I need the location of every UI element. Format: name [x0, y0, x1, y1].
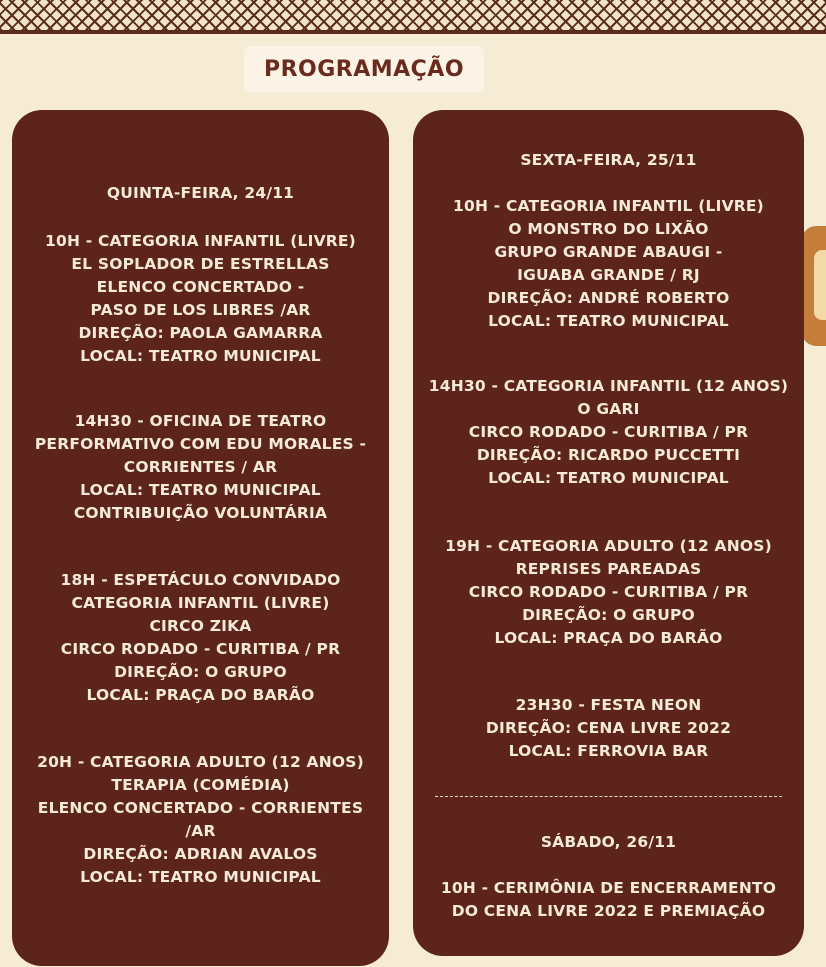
event-block — [12, 751, 389, 889]
event-line: PERFORMATIVO COM EDU MORALES - — [34, 435, 367, 453]
event-line: DIREÇÃO: ADRIAN AVALOS — [83, 845, 318, 863]
event-line: 10H - CERIMÔNIA DE ENCERRAMENTO — [440, 879, 777, 897]
event-line: CIRCO RODADO - CURITIBA / PR — [468, 583, 749, 601]
day-heading-thursday: QUINTA-FEIRA, 24/11 — [106, 184, 295, 202]
event-line: CONTRIBUIÇÃO VOLUNTÁRIA — [73, 504, 328, 522]
event-line: LOCAL: PRAÇA DO BARÃO — [86, 686, 315, 704]
dashed-divider — [435, 796, 782, 797]
event-line: LOCAL: FERROVIA BAR — [508, 742, 709, 760]
event-line: TERAPIA (COMÉDIA) — [111, 776, 290, 794]
event-line: IGUABA GRANDE / RJ — [517, 266, 700, 284]
event-line: DIREÇÃO: RICARDO PUCCETTI — [476, 446, 741, 464]
event-line: 14H30 - CATEGORIA INFANTIL (12 ANOS) — [428, 377, 789, 395]
event-line: DIREÇÃO: ANDRÉ ROBERTO — [487, 289, 730, 307]
event-line: O MONSTRO DO LIXÃO — [508, 220, 709, 238]
event-line: DIREÇÃO: O GRUPO — [522, 606, 695, 624]
event-block — [12, 569, 389, 707]
event-line: EL SOPLADOR DE ESTRELLAS — [71, 255, 330, 273]
event-line: O GARI — [577, 400, 640, 418]
event-line: LOCAL: TEATRO MUNICIPAL — [488, 469, 729, 487]
event-block — [12, 410, 389, 525]
event-block — [413, 195, 804, 333]
event-line: 20H - CATEGORIA ADULTO (12 ANOS) — [37, 753, 364, 771]
event-block — [12, 230, 389, 368]
event-line: LOCAL: PRAÇA DO BARÃO — [494, 629, 723, 647]
event-line: 10H - CATEGORIA INFANTIL (LIVRE) — [45, 232, 356, 250]
schedule-panel-friday-saturday — [413, 110, 804, 956]
event-line: DO CENA LIVRE 2022 E PREMIAÇÃO — [451, 902, 766, 920]
event-block — [413, 375, 804, 490]
event-line: PASO DE LOS LIBRES /AR — [90, 301, 311, 319]
event-block — [413, 535, 804, 650]
event-line: 19H - CATEGORIA ADULTO (12 ANOS) — [445, 537, 772, 555]
event-line: CATEGORIA INFANTIL (LIVRE) — [71, 594, 330, 612]
event-line: ELENCO CONCERTADO - CORRIENTES — [37, 799, 364, 817]
event-line: LOCAL: TEATRO MUNICIPAL — [80, 481, 321, 499]
day-heading-friday: SEXTA-FEIRA, 25/11 — [520, 151, 697, 169]
event-line: LOCAL: TEATRO MUNICIPAL — [488, 312, 729, 330]
decorative-pattern-band — [0, 0, 826, 30]
title-banner — [244, 46, 484, 92]
page-title: PROGRAMAÇÃO — [263, 56, 465, 82]
decorative-shape-inner — [814, 250, 826, 320]
event-line: 10H - CATEGORIA INFANTIL (LIVRE) — [453, 197, 764, 215]
event-line: DIREÇÃO: CENA LIVRE 2022 — [485, 719, 732, 737]
event-line: 14H30 - OFICINA DE TEATRO — [74, 412, 327, 430]
schedule-panel-thursday — [12, 110, 389, 966]
event-line: CIRCO RODADO - CURITIBA / PR — [468, 423, 749, 441]
event-line: LOCAL: TEATRO MUNICIPAL — [80, 868, 321, 886]
event-line: GRUPO GRANDE ABAUGI - — [494, 243, 723, 261]
event-line: LOCAL: TEATRO MUNICIPAL — [80, 347, 321, 365]
event-line: ELENCO CONCERTADO - — [96, 278, 305, 296]
event-block — [413, 877, 804, 923]
event-line: CIRCO RODADO - CURITIBA / PR — [60, 640, 341, 658]
event-line: 23H30 - FESTA NEON — [515, 696, 702, 714]
event-line: CIRCO ZIKA — [149, 617, 252, 635]
event-line: DIREÇÃO: O GRUPO — [114, 663, 287, 681]
event-line: REPRISES PAREADAS — [515, 560, 702, 578]
event-line: DIREÇÃO: PAOLA GAMARRA — [78, 324, 323, 342]
event-line: 18H - ESPETÁCULO CONVIDADO — [60, 571, 341, 589]
pattern-border — [0, 30, 826, 34]
event-block — [413, 694, 804, 763]
event-line: /AR — [185, 822, 216, 840]
event-line: CORRIENTES / AR — [123, 458, 278, 476]
day-heading-saturday: SÁBADO, 26/11 — [540, 833, 677, 851]
